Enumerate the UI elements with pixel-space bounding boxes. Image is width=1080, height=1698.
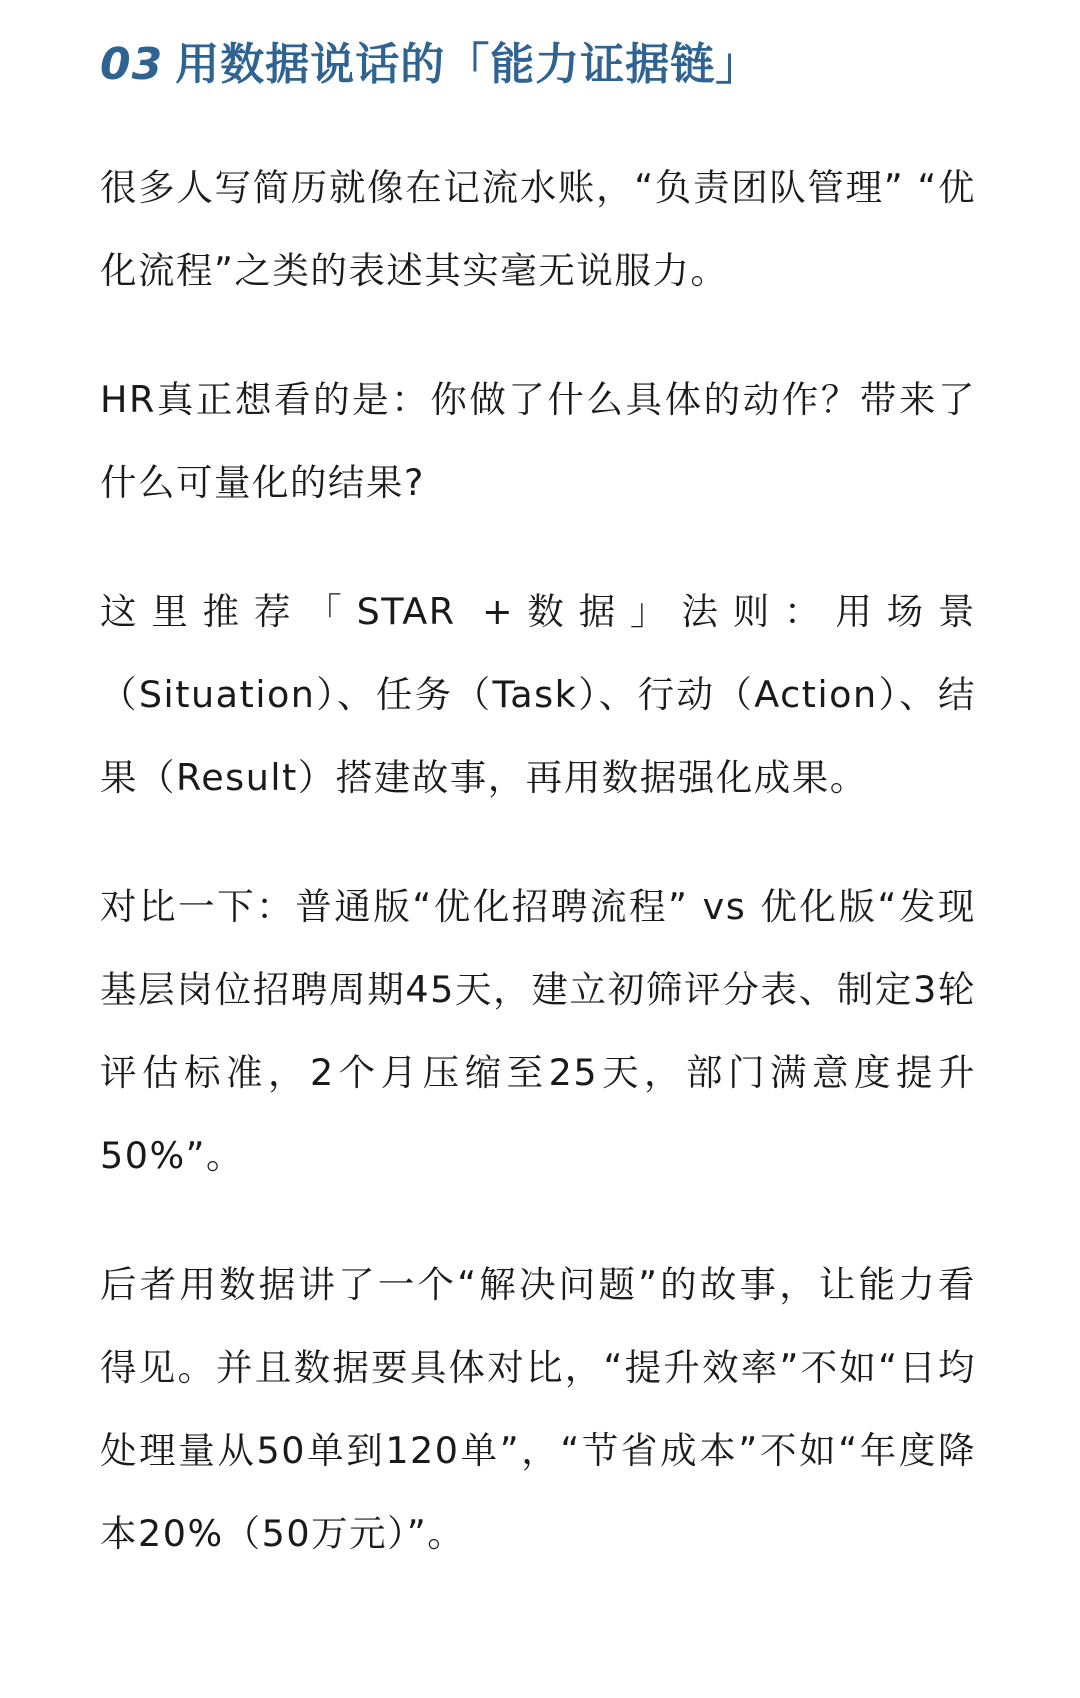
paragraph-intro: 很多人写简历就像在记流水账，“负责团队管理” “优化流程”之类的表述其实毫无说服力。 [100, 166, 976, 292]
section-number: 03 [100, 39, 164, 90]
paragraph-comparison: 对比一下：普通版“优化招聘流程” vs 优化版“发现基层岗位招聘周期45天，建立初筛评分表、制定3轮评估标准，2个月压缩至25天，部门满意度提升50%”。 [100, 885, 976, 1177]
section-title: 用数据说话的「能力证据链」 [175, 39, 761, 90]
paragraph-conclusion: 后者用数据讲了一个“解决问题”的故事，让能力看得见。并且数据要具体对比，“提升效率”不如“日均处理量从50单到120单”，“节省成本”不如“年度降本20%（50万元）”。 [100, 1263, 976, 1555]
article-body [100, 0, 976, 1575]
paragraph-star-method: 这里推荐「STAR +数据」法则：用场景（Situation）、任务（Task）、行动（Action）、结果（Result）搭建故事，再用数据强化成果。 [100, 590, 976, 799]
section-heading [100, 0, 976, 100]
paragraph-hr-expectation: HR真正想看的是：你做了什么具体的动作？带来了什么可量化的结果? [100, 378, 976, 504]
